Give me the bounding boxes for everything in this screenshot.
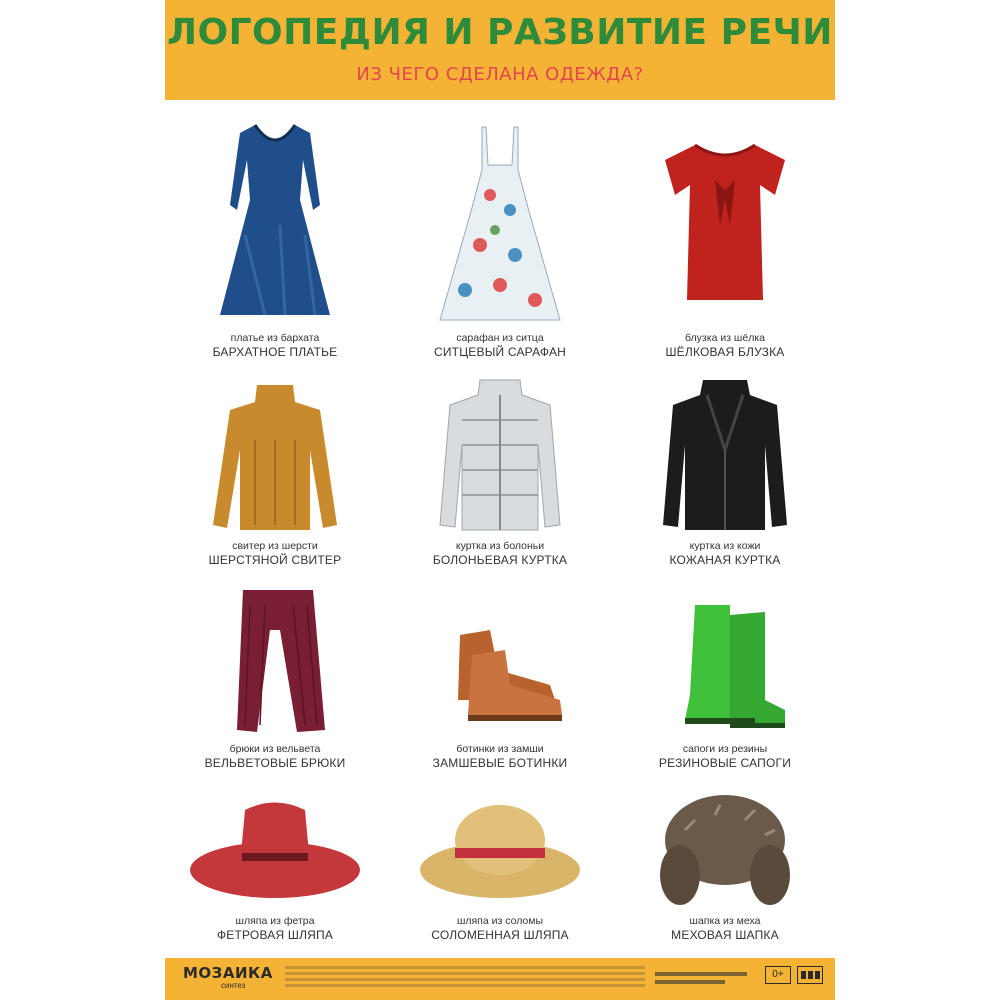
clothing-card-suede-boots xyxy=(390,585,610,775)
item-label-small: шапка из меха xyxy=(689,915,761,927)
item-label-small: шляпа из соломы xyxy=(456,915,544,927)
item-label-small: куртка из болоньи xyxy=(455,540,545,552)
clothing-card-felt-hat xyxy=(165,790,385,950)
clothing-card-chintz-sundress xyxy=(390,110,610,360)
fine-print xyxy=(285,966,645,992)
header-band xyxy=(165,0,835,100)
clothing-card-straw-hat xyxy=(390,790,610,950)
age-rating-badge: 0+ xyxy=(765,966,791,984)
item-label-big: ФЕТРОВАЯ ШЛЯПА xyxy=(216,928,334,942)
item-label-small: ботинки из замши xyxy=(456,743,544,755)
fur-hat-icon xyxy=(635,790,815,910)
rubber-boots-icon xyxy=(635,600,815,730)
website-icon xyxy=(655,968,747,990)
wool-sweater-icon xyxy=(185,380,365,535)
item-label-big: СИТЦЕВЫЙ САРАФАН xyxy=(433,345,567,359)
item-label-small: блузка из шёлка xyxy=(685,332,765,344)
suede-boots-icon xyxy=(410,615,590,730)
item-label-small: платье из бархата xyxy=(230,332,320,344)
item-label-big: ШЕРСТЯНОЙ СВИТЕР xyxy=(208,553,342,567)
item-label-big: ЗАМШЕВЫЕ БОТИНКИ xyxy=(432,756,568,770)
clothing-card-bologna-jacket xyxy=(390,375,610,570)
item-label-big: МЕХОВАЯ ШАПКА xyxy=(671,928,779,942)
item-label-small: куртка из кожи xyxy=(689,540,761,552)
item-label-big: БОЛОНЬЕВАЯ КУРТКА xyxy=(432,553,568,567)
item-label-small: шляпа из фетра xyxy=(235,915,315,927)
item-label-big: ШЁЛКОВАЯ БЛУЗКА xyxy=(665,345,785,359)
item-label-big: РЕЗИНОВЫЕ САПОГИ xyxy=(658,756,792,770)
clothing-card-fur-hat xyxy=(615,790,835,950)
certification-mark-icon xyxy=(797,966,823,984)
item-label-small: брюки из вельвета xyxy=(229,743,321,755)
leather-jacket-icon xyxy=(635,375,815,535)
clothing-card-leather-jacket xyxy=(615,375,835,570)
velvet-dress-icon xyxy=(185,115,365,325)
item-label-big: ВЕЛЬВЕТОВЫЕ БРЮКИ xyxy=(204,756,346,770)
page-subtitle: ИЗ ЧЕГО СДЕЛАНА ОДЕЖДА? xyxy=(356,64,644,85)
item-label-small: сарафан из ситца xyxy=(456,332,544,344)
clothing-card-velvet-dress xyxy=(165,110,385,360)
clothing-card-rubber-boots xyxy=(615,585,835,775)
item-label-big: БАРХАТНОЕ ПЛАТЬЕ xyxy=(212,345,338,359)
corduroy-trousers-icon xyxy=(185,585,365,735)
item-label-small: свитер из шерсти xyxy=(232,540,318,552)
clothing-card-wool-sweater xyxy=(165,375,385,570)
felt-hat-icon xyxy=(185,795,365,905)
bologna-jacket-icon xyxy=(410,375,590,535)
footer-band xyxy=(165,958,835,1000)
clothing-card-corduroy-trousers xyxy=(165,585,385,775)
chintz-sundress-icon xyxy=(410,115,590,325)
silk-blouse-icon xyxy=(635,130,815,315)
logo-subtext: синтез xyxy=(221,981,246,990)
straw-hat-icon xyxy=(410,800,590,905)
page-title: ЛОГОПЕДИЯ И РАЗВИТИЕ РЕЧИ xyxy=(167,12,833,53)
logo-text: МОЗАИКА xyxy=(183,964,273,982)
item-label-small: сапоги из резины xyxy=(682,743,768,755)
item-label-big: КОЖАНАЯ КУРТКА xyxy=(669,553,781,567)
clothing-card-silk-blouse xyxy=(615,110,835,360)
poster xyxy=(165,0,835,1000)
item-label-big: СОЛОМЕННАЯ ШЛЯПА xyxy=(431,928,569,942)
publisher-logo xyxy=(183,964,273,994)
